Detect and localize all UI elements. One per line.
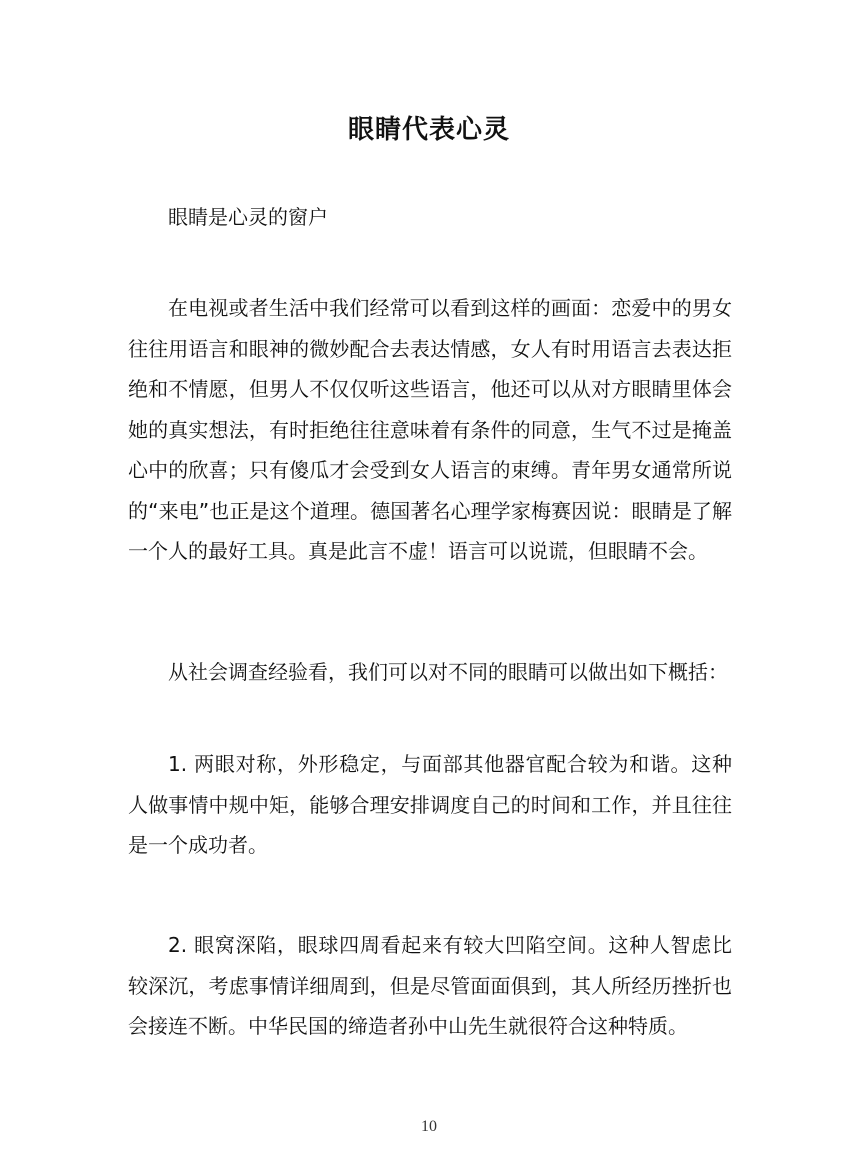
page-title: 眼睛代表心灵 — [347, 115, 510, 145]
page-number: 10 — [421, 1118, 437, 1135]
paragraph-intro: 在电视或者生活中我们经常可以看到这样的画面：恋爱中的男女往往用语言和眼神的微妙配合去表达情感，女人有时用语言去表达拒绝和不情愿，但男人不仅仅听这些语言，他还可以从对方眼睛里体会她的真实想法，有时拒绝往往意味着有条件的同意，生气不过是掩盖心中的欣喜；只有傻瓜才会受到女人语言的束缚。青年男女通常所说的“来电”也正是这个道理。德国著名心理学家梅赛因说：眼睛是了解一个人的最好工具。真是此言不虚！语言可以说谎，但眼睛不会。 — [128, 296, 732, 563]
paragraph-point-1: 1. 两眼对称，外形稳定，与面部其他器官配合较为和谐。这种人做事情中规中矩，能够合理安排调度自己的时间和工作，并且往往是一个成功者。 — [128, 752, 732, 857]
paragraph-summary: 从社会调查经验看，我们可以对不同的眼睛可以做出如下概括： — [168, 660, 728, 684]
paragraph-subtitle: 眼睛是心灵的窗户 — [168, 205, 328, 229]
paragraph-point-2: 2. 眼窝深陷，眼球四周看起来有较大凹陷空间。这种人智虑比较深沉，考虑事情详细周到，但是尽管面面俱到，其人所经历挫折也会接连不断。中华民国的缔造者孙中山先生就很符合这种特质。 — [128, 933, 732, 1038]
